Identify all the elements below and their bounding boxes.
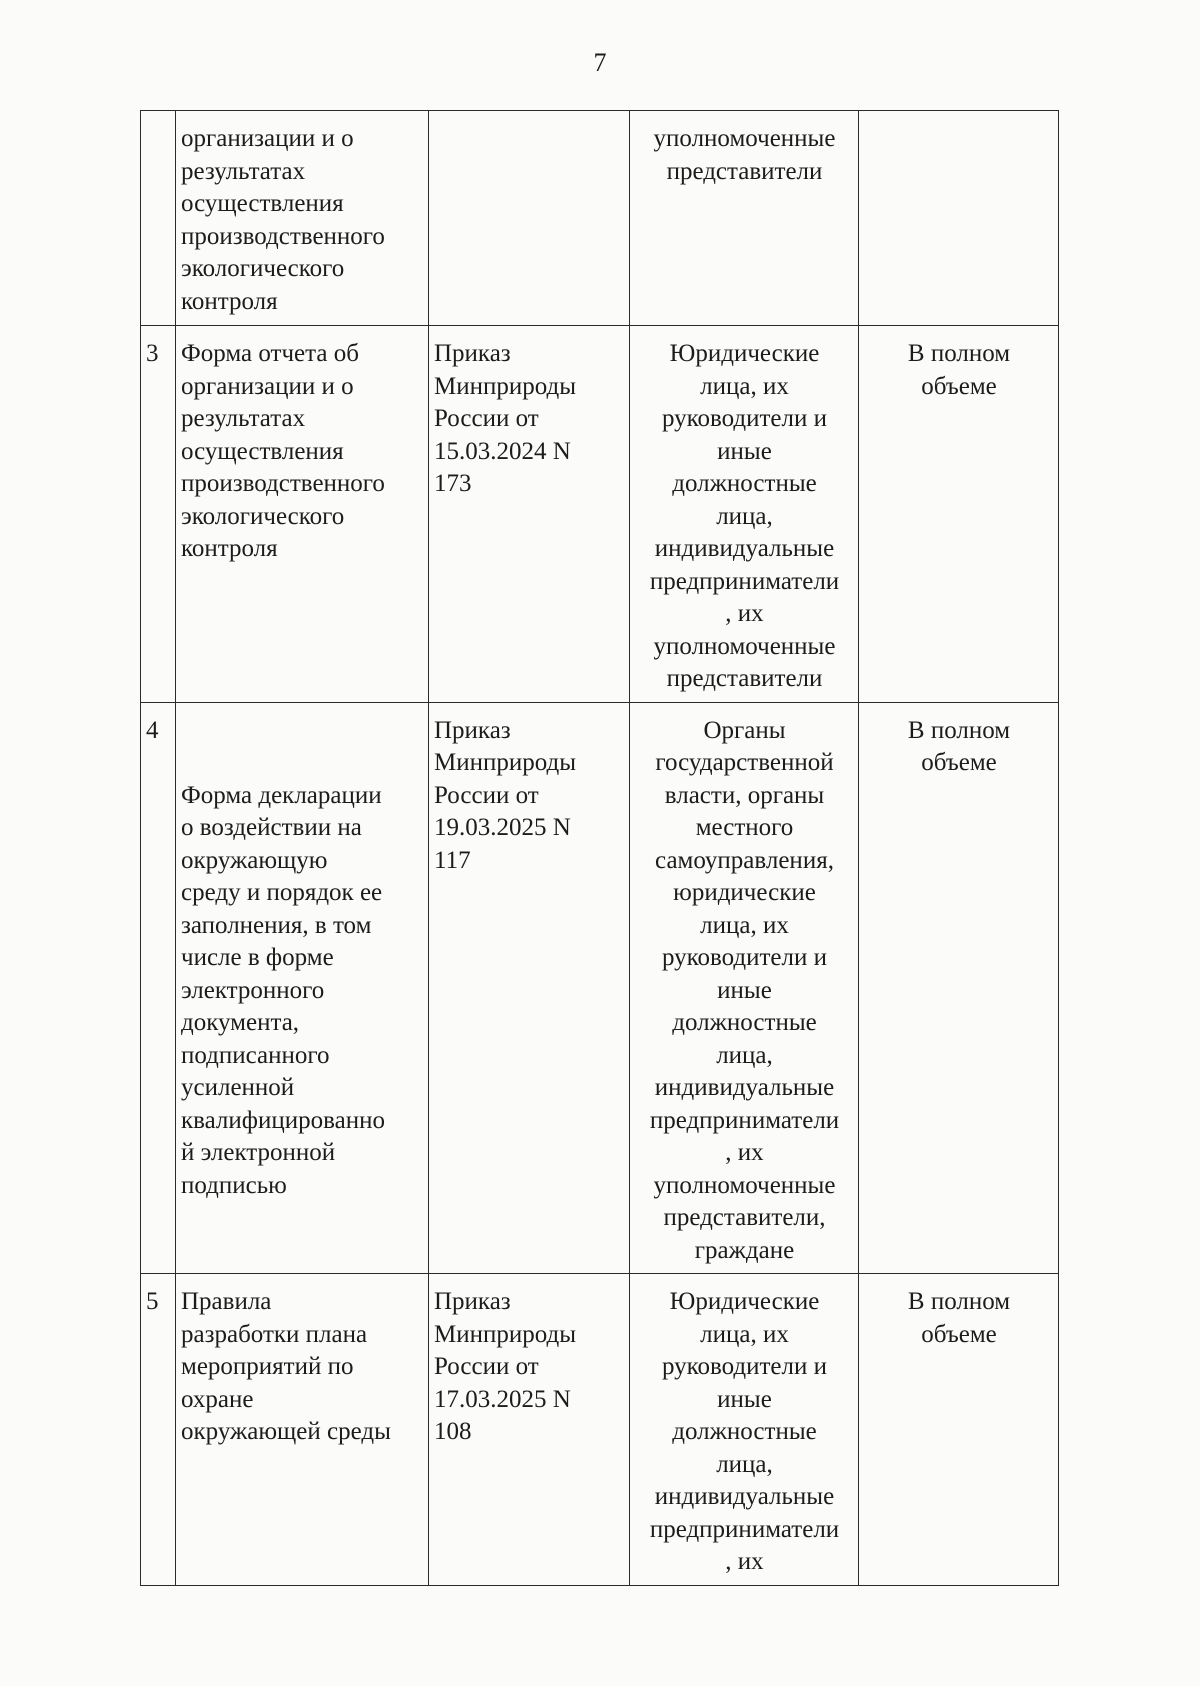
subjects-cell	[630, 702, 859, 1274]
subjects-line: должностные	[672, 1009, 817, 1036]
table-row	[141, 326, 1059, 703]
act-line: России от	[434, 405, 539, 432]
act-line: 19.03.2025 N	[434, 814, 571, 841]
row-number-cell: 3	[141, 326, 176, 703]
scope-line: объеме	[921, 749, 997, 776]
name-line: числе в форме	[181, 944, 334, 971]
scope-cell	[859, 702, 1059, 1274]
scope-cell	[859, 1274, 1059, 1586]
subjects-line: руководители и	[661, 944, 828, 971]
name-line: осуществления	[181, 437, 344, 465]
act-line: Минприроды	[434, 749, 577, 776]
subjects-line: Юридические	[669, 340, 820, 367]
act-line: Приказ	[434, 716, 511, 744]
name-line: результатах	[181, 157, 306, 185]
legal-act-cell	[429, 111, 630, 326]
scope-cell	[859, 111, 1059, 326]
row-number-cell	[141, 111, 176, 326]
subjects-line: уполномоченные	[653, 632, 836, 660]
table-row	[141, 111, 1059, 326]
name-line: мероприятий по	[181, 1353, 354, 1380]
name-line: Правила	[181, 1288, 272, 1315]
table-row	[141, 1274, 1059, 1586]
act-line: 173	[434, 470, 472, 497]
subjects-line: представители	[666, 157, 823, 185]
act-line: России от	[434, 781, 539, 809]
subjects-line: должностные	[672, 470, 817, 497]
subjects-line: , их	[725, 1548, 764, 1575]
row-number-cell: 5	[141, 1274, 176, 1586]
subjects-cell	[630, 326, 859, 703]
subjects-line: иные	[717, 1385, 772, 1413]
subjects-line: индивидуальные	[654, 535, 835, 562]
name-line: й электронной	[181, 1139, 336, 1166]
name-line: организации и о	[181, 125, 354, 152]
act-line: Минприроды	[434, 372, 577, 400]
subjects-line: индивидуальные	[654, 1074, 835, 1101]
scope-line: объеме	[921, 372, 997, 400]
scope-line: В полном	[907, 340, 1011, 367]
subjects-line: лица,	[716, 1041, 773, 1069]
subjects-line: , их	[725, 1139, 764, 1166]
subjects-cell	[630, 1274, 859, 1586]
name-line: Форма отчета об	[181, 340, 359, 367]
subjects-line: лица,	[716, 502, 773, 530]
legal-act-cell	[429, 326, 630, 703]
subjects-line: предприниматели	[649, 1515, 840, 1543]
subjects-line: уполномоченные	[653, 1171, 836, 1199]
name-line: подписанного	[181, 1041, 330, 1069]
act-line: 108	[434, 1418, 472, 1445]
name-line: о воздействии на	[181, 814, 362, 841]
page-number: 7	[593, 48, 607, 77]
subjects-line: лица, их	[700, 372, 789, 400]
document-name-cell	[176, 326, 429, 703]
name-line: подписью	[181, 1171, 287, 1199]
row-number-cell: 4	[141, 702, 176, 1274]
subjects-line: Юридические	[669, 1288, 820, 1315]
subjects-line: руководители и	[661, 405, 828, 432]
subjects-line: предприниматели	[649, 1106, 840, 1134]
name-line: контроля	[181, 287, 278, 315]
name-line: охране	[181, 1385, 254, 1413]
name-line: организации и о	[181, 372, 354, 400]
name-line: Форма декларации	[181, 781, 382, 809]
document-name-cell	[176, 1274, 429, 1586]
subjects-cell	[630, 111, 859, 326]
cell-spacer	[181, 747, 424, 780]
act-line: России от	[434, 1353, 539, 1380]
document-name-cell	[176, 111, 429, 326]
act-line: Приказ	[434, 340, 511, 367]
name-line: квалифицированно	[181, 1106, 385, 1134]
cell-spacer	[181, 715, 424, 748]
name-line: производственного	[181, 470, 385, 497]
name-line: осуществления	[181, 190, 344, 217]
name-line: окружающей среды	[181, 1418, 391, 1445]
subjects-line: юридические	[673, 879, 816, 906]
subjects-line: должностные	[672, 1418, 817, 1445]
subjects-line: представители,	[663, 1204, 826, 1231]
name-line: среду и порядок ее	[181, 879, 383, 906]
act-line: Приказ	[434, 1288, 511, 1315]
act-line: 17.03.2025 N	[434, 1385, 571, 1413]
subjects-line: государственной	[655, 749, 834, 776]
subjects-line: лица, их	[700, 911, 789, 939]
requirements-table	[140, 110, 1059, 1586]
name-line: документа,	[181, 1009, 300, 1036]
name-line: окружающую	[181, 846, 328, 874]
subjects-line: Органы	[703, 716, 786, 744]
subjects-line: руководители и	[661, 1353, 828, 1380]
name-line: экологического	[181, 255, 345, 282]
subjects-line: предприниматели	[649, 567, 840, 595]
name-line: усиленной	[181, 1074, 295, 1101]
name-line: разработки плана	[181, 1320, 368, 1348]
subjects-line: , их	[725, 600, 764, 627]
subjects-line: уполномоченные	[653, 125, 836, 152]
legal-act-cell	[429, 1274, 630, 1586]
legal-act-cell	[429, 702, 630, 1274]
subjects-line: иные	[717, 437, 772, 465]
subjects-line: лица,	[716, 1450, 773, 1478]
scope-cell	[859, 326, 1059, 703]
scope-line: В полном	[907, 716, 1011, 744]
name-line: контроля	[181, 535, 278, 562]
subjects-line: местного	[695, 814, 794, 841]
subjects-line: власти, органы	[664, 781, 825, 809]
act-line: 117	[434, 846, 471, 874]
subjects-line: индивидуальные	[654, 1483, 835, 1510]
scope-line: объеме	[921, 1320, 997, 1348]
name-line: экологического	[181, 502, 345, 530]
subjects-line: граждане	[694, 1236, 795, 1264]
act-line: Минприроды	[434, 1320, 577, 1348]
name-line: результатах	[181, 405, 306, 432]
subjects-line: самоуправления,	[655, 846, 834, 874]
subjects-line: лица, их	[700, 1320, 789, 1348]
name-line: заполнения, в том	[181, 911, 372, 939]
scope-line: В полном	[907, 1288, 1011, 1315]
table-row	[141, 702, 1059, 1274]
act-line: 15.03.2024 N	[434, 437, 571, 465]
name-line: электронного	[181, 976, 325, 1004]
subjects-line: иные	[717, 976, 772, 1004]
name-line: производственного	[181, 222, 385, 250]
subjects-line: представители	[666, 665, 823, 692]
document-name-cell	[176, 702, 429, 1274]
